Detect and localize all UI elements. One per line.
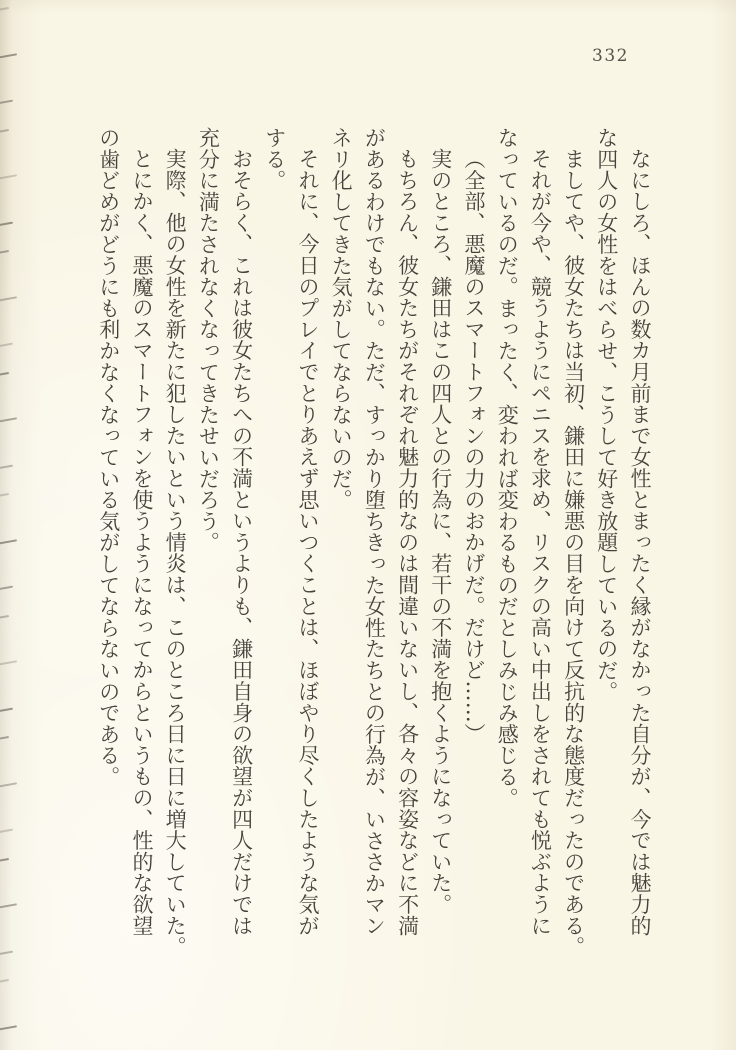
page-edge-mark	[0, 493, 9, 497]
page-edge-mark	[0, 950, 13, 955]
text-column: があるわけでもない。ただ、すっかり堕ちきった女性たちとの行為が、いささかマン	[362, 127, 387, 937]
text-column: 充分に満たされなくなってきたせいだろう。	[196, 127, 221, 553]
page-edge-mark	[0, 539, 17, 544]
text-block	[92, 127, 656, 979]
text-column: する。	[262, 127, 287, 191]
page-edge-mark	[0, 903, 17, 908]
page-number: 332	[592, 46, 629, 66]
text-column: とにかく、悪魔のスマートフォンを使うようになってからというもの、性的な欲望	[129, 148, 154, 937]
page-edge-mark	[0, 614, 9, 618]
text-column: なっているのだ。まったく、変われば変わるものだとしみじみ感じる。	[495, 127, 520, 809]
page-edge-mark	[0, 417, 17, 422]
text-column: ネリ化してきた気がしてならないのだ。	[329, 127, 354, 511]
page-edge-mark	[0, 464, 13, 469]
text-column: の歯どめがどうにも利かなくなっている気がしてならないのである。	[96, 127, 121, 788]
page-edge-mark	[0, 221, 13, 226]
page-edge-mark	[0, 829, 13, 834]
page-edge-mark	[0, 857, 9, 861]
text-column: なにしろ、ほんの数カ月前まで女性とまったく縁がなかった自分が、今では魅力的	[628, 148, 652, 937]
text-column: それが今や、競うようにペニスを求め、リスクの高い中出しをされても悦ぶように	[528, 148, 553, 937]
text-column: おそらく、これは彼女たちへの不満というよりも、鎌田自身の欲望が四人だけでは	[229, 148, 254, 937]
page-edge-mark	[0, 1025, 17, 1030]
text-column: （全部、悪魔のスマートフォンの力のおかげだ。だけど……）	[461, 148, 486, 745]
text-column: 実際、他の女性を新たに犯したいという情炎は、このところ日に日に増大していた。	[163, 148, 188, 958]
page-edge-mark	[0, 343, 13, 348]
page-edge-mark	[0, 7, 9, 11]
page-edge-mark	[0, 371, 9, 375]
page-edge-mark	[0, 782, 17, 787]
page-edge-mark	[0, 174, 17, 179]
page-edge-mark	[0, 707, 13, 712]
page-edge-mark	[0, 296, 17, 301]
page-edge-mark	[0, 250, 9, 254]
page-edge-mark	[0, 979, 9, 983]
text-column: 実のところ、鎌田はこの四人との行為に、若干の不満を抱くようになっていた。	[428, 148, 453, 915]
text-column: それに、今日のプレイでとりあえず思いつくことは、ほぼやり尽くしたような気が	[295, 148, 320, 937]
page-edge-mark	[0, 736, 9, 740]
text-column: な四人の女性をはべらせ、こうして好き放題しているのだ。	[594, 127, 619, 703]
text-column: ましてや、彼女たちは当初、鎌田に嫌悪の目を向けて反抗的な態度だったのである。	[561, 148, 586, 958]
text-column: もちろん、彼女たちがそれぞれ魅力的なのは間違いないし、各々の容姿などに不満	[395, 148, 420, 937]
page-edge-mark	[0, 53, 17, 58]
page-edge-mark	[0, 100, 13, 105]
page-edge-mark	[0, 128, 9, 132]
page-edge-mark	[0, 660, 17, 665]
page-edge-mark	[0, 586, 13, 591]
